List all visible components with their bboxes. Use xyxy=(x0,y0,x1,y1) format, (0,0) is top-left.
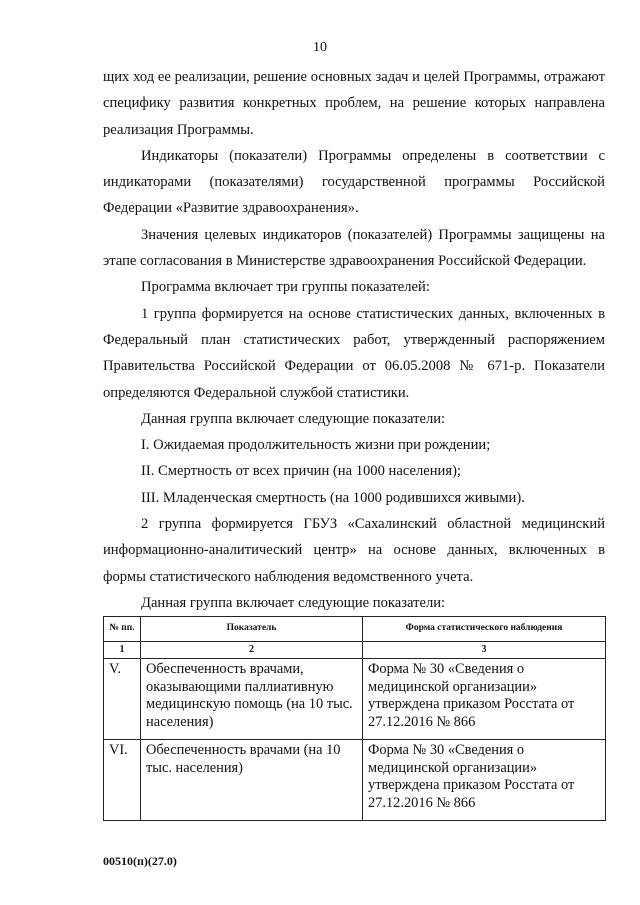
page-number: 10 xyxy=(313,40,327,55)
row-form: Форма № 30 «Сведения о медицинской организации» утверждена приказом Росстата от 27.12.2016 № 866 xyxy=(363,740,606,821)
list-item-i: I. Ожидаемая продолжительность жизни при рождении; xyxy=(141,437,491,454)
list-item-iii: III. Младенческая смертность (на 1000 родившихся живыми). xyxy=(141,489,525,506)
row-number: VI. xyxy=(104,740,141,821)
row-indicator: Обеспеченность врачами, оказывающими паллиативную медицинскую помощь (на 10 тыс. населения) xyxy=(141,659,363,740)
body-text xyxy=(103,64,605,616)
header-form: Форма статистического наблюдения xyxy=(363,617,606,642)
paragraph-group-2-includes: Данная группа включает следующие показатели: xyxy=(141,594,446,611)
paragraph-group-2: 2 группа формируется ГБУЗ «Сахалинский областной медицинский информационно-аналитический центр» на основе данных, включенных в формы статистического наблюдения ведомственного учета. xyxy=(103,516,605,585)
header-indicator: Показатель xyxy=(141,617,363,642)
table-row xyxy=(104,659,606,740)
paragraph-target-values: Значения целевых индикаторов (показателей) Программы защищены на этапе согласования в Министерстве здравоохранения Российской Федерации. xyxy=(103,226,605,270)
footer-code: 00510(п)(27.0) xyxy=(103,854,177,868)
table-row xyxy=(104,740,606,821)
indicators-table xyxy=(103,616,606,821)
column-number: 2 xyxy=(141,642,363,659)
list-item-ii: II. Смертность от всех причин (на 1000 населения); xyxy=(141,463,461,480)
paragraph-three-groups: Программа включает три группы показателей: xyxy=(141,279,430,296)
paragraph-group-includes: Данная группа включает следующие показатели: xyxy=(141,410,446,427)
table-header-row xyxy=(104,617,606,642)
paragraph-continuation: щих ход ее реализации, решение основных задач и целей Программы, отражают специфику развития конкретных проблем, на решение которых направлена реализация Программы. xyxy=(103,69,605,138)
paragraph-indicators: Индикаторы (показатели) Программы определены в соответствии с индикаторами (показателями) государственной программы Российской Федерации «Развитие здравоохранения». xyxy=(103,147,605,217)
paragraph-group-1: 1 группа формируется на основе статистических данных, включенных в Федеральный план статистических работ, утвержденный распоряжением Правительства Российской Федерации от 06.05.2008 № 671-р. Показатели определяются Федеральной службой статистики. xyxy=(103,305,605,401)
header-number: № пп. xyxy=(104,617,141,642)
row-number: V. xyxy=(104,659,141,740)
column-number: 1 xyxy=(104,642,141,659)
column-number: 3 xyxy=(363,642,606,659)
table-column-numbers-row xyxy=(104,642,606,659)
row-form: Форма № 30 «Сведения о медицинской организации» утверждена приказом Росстата от 27.12.2016 № 866 xyxy=(363,659,606,740)
row-indicator: Обеспеченность врачами (на 10 тыс. населения) xyxy=(141,740,363,821)
